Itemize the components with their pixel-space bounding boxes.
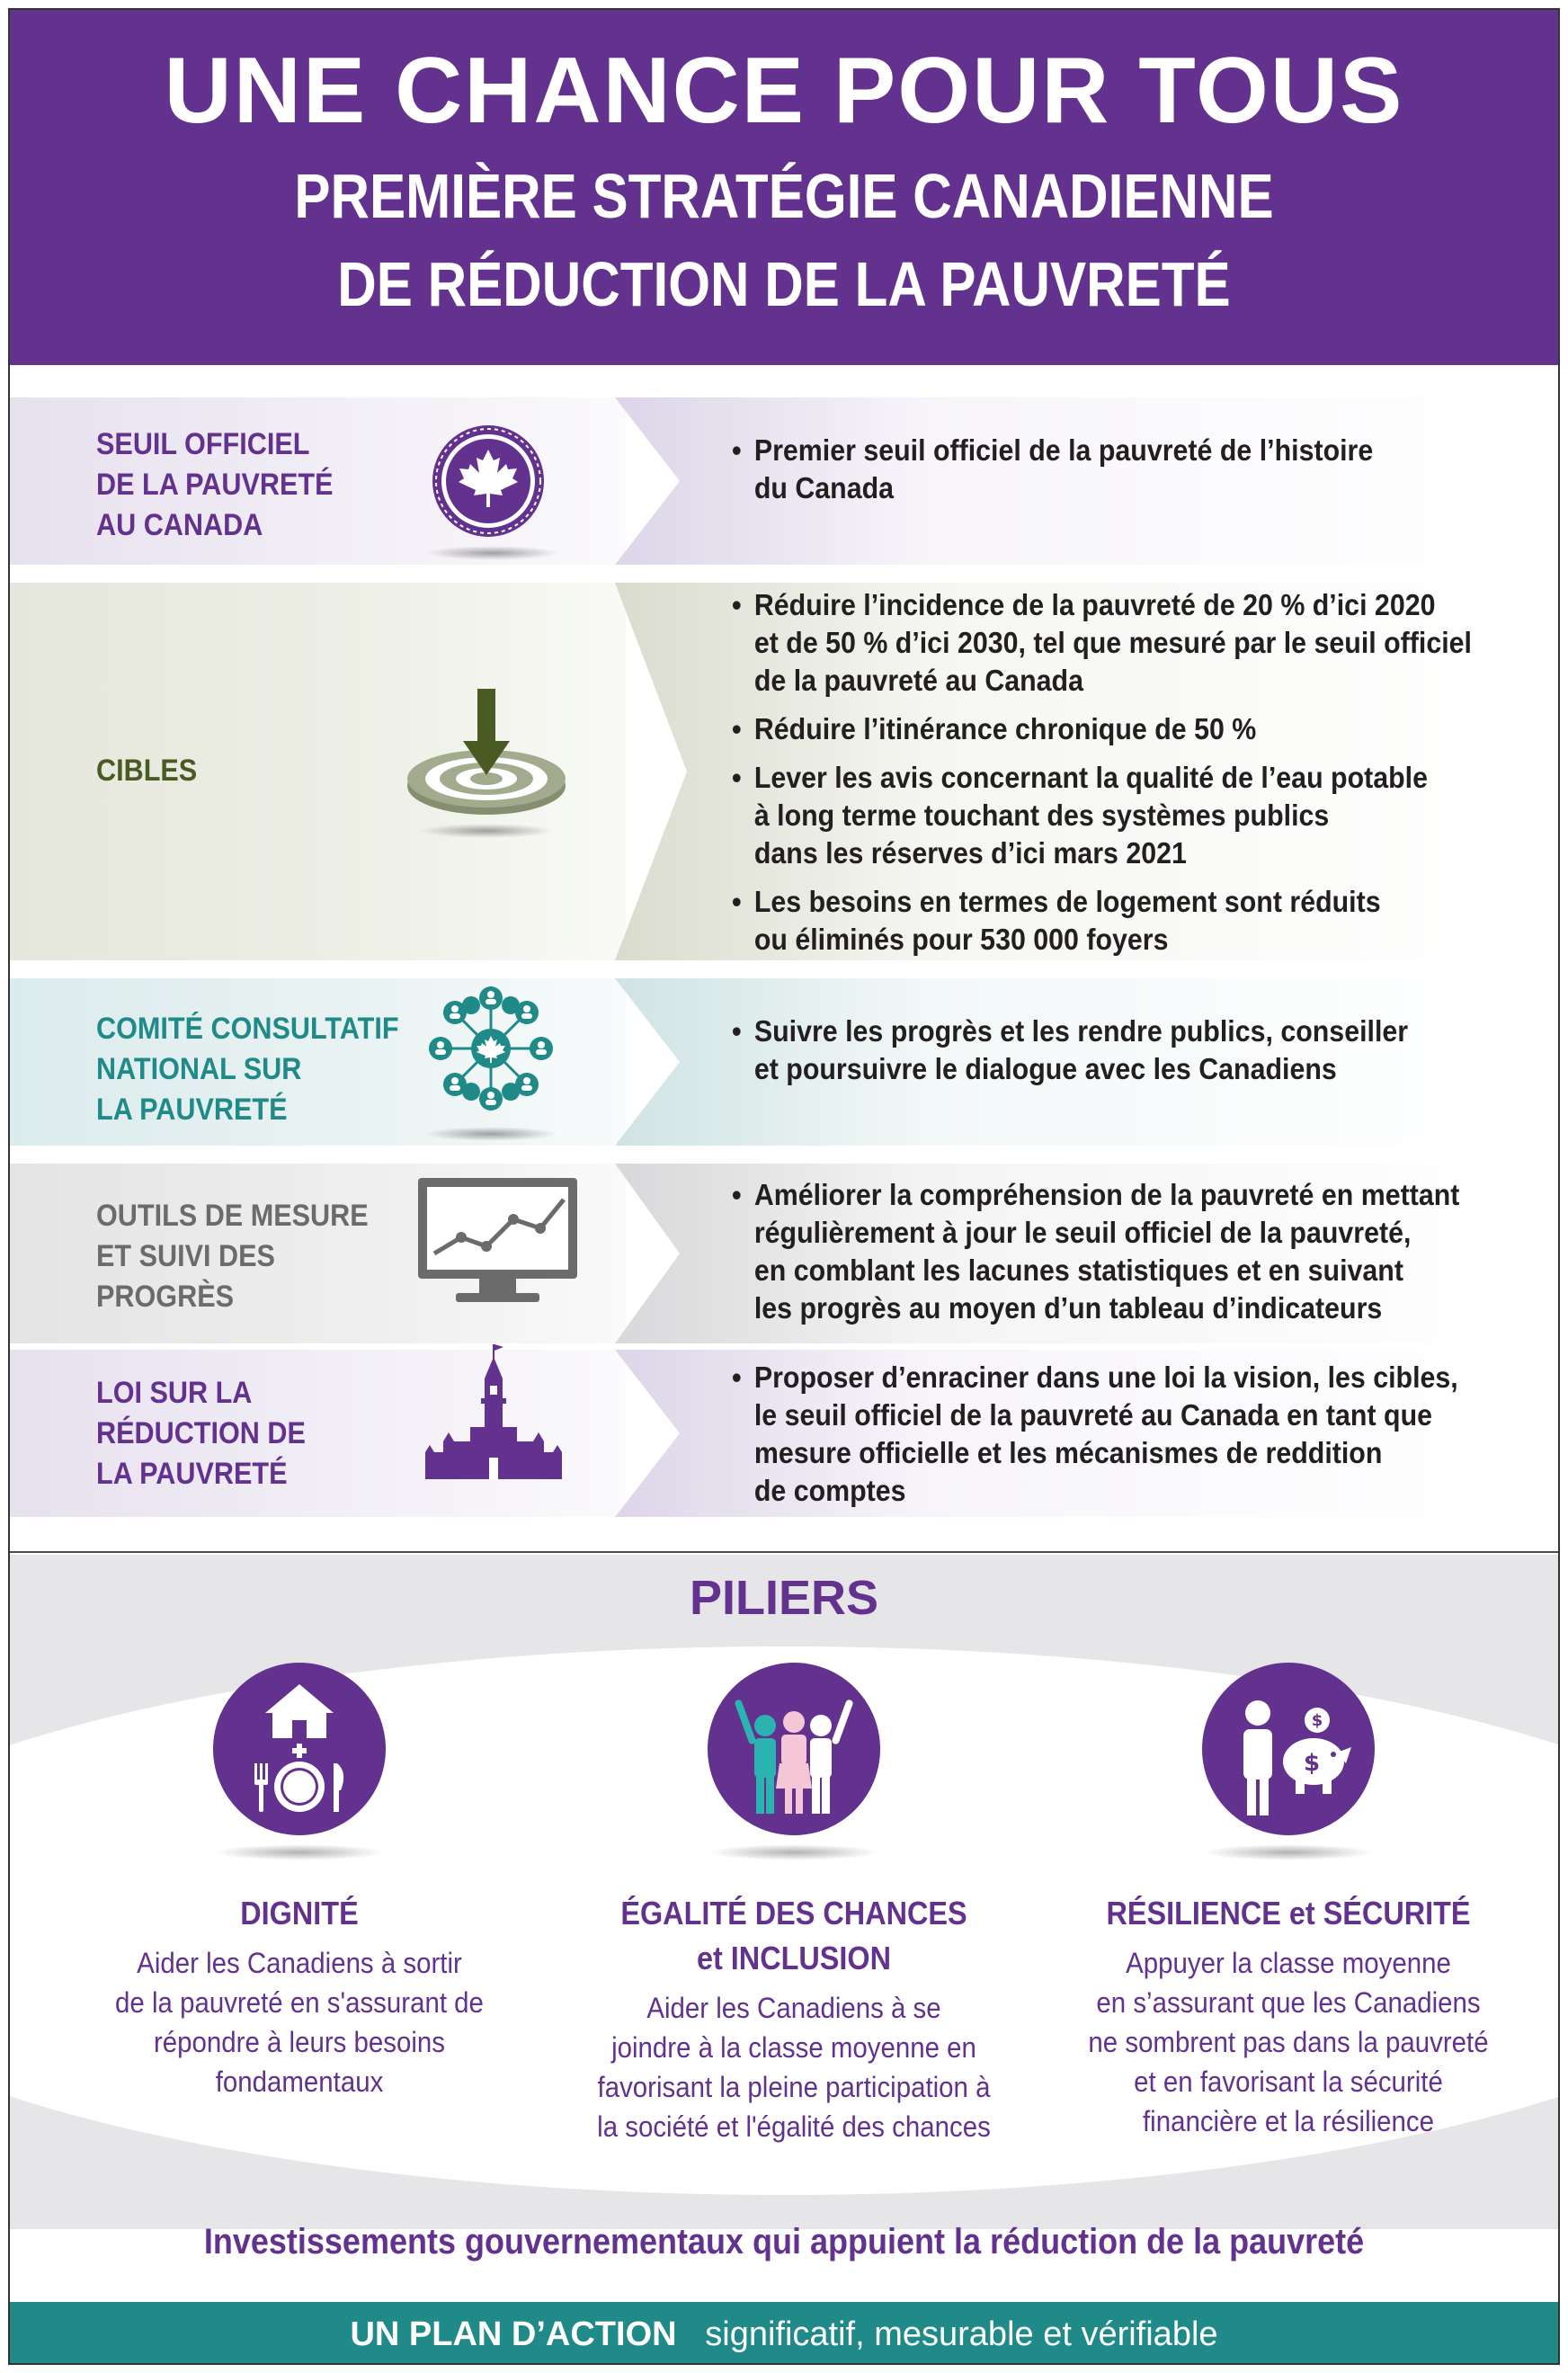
pillar-description: Aider les Canadiens à sortir de la pauvreté en s'assurant de répondre à leurs besoins fondamentaux <box>115 1947 484 2098</box>
row-cibles <box>10 583 1558 960</box>
row-label: OUTILS DE MESURE ET SUIVI DES PROGRÈS <box>96 1199 369 1314</box>
bullet-item: • Les besoins en termes de logement sont réduits ou éliminés pour 530 000 foyers <box>732 883 1560 959</box>
footer-light: significatif, mesurable et vérifiable <box>705 2315 1218 2353</box>
subtitle-line-1: PREMIÈRE STRATÉGIE CANADIENNE <box>294 161 1274 231</box>
target-arrow-icon <box>405 689 567 824</box>
piliers-title: PILIERS <box>689 1571 879 1625</box>
header-banner <box>10 10 1558 365</box>
pillar-title: RÉSILIENCE et SÉCURITÉ <box>1106 1895 1471 1931</box>
bullet-item: • Réduire l’incidence de la pauvreté de 20 % d’ici 2020 et de 50 % d’ici 2030, tel que mesuré par le seuil officiel de la pauvreté au Canada <box>732 586 1560 700</box>
pillar-resilience <box>1037 1663 1540 2141</box>
pillar-title: DIGNITÉ <box>240 1895 359 1931</box>
pillar-egalite <box>542 1663 1046 2146</box>
parliament-icon <box>422 1344 566 1488</box>
row-label: LOI SUR LA RÉDUCTION DE LA PAUVRETÉ <box>96 1376 306 1491</box>
row-outils-de-mesure <box>10 1164 1558 1343</box>
pillar-description: Aider les Canadiens à se joindre à la classe moyenne en favorisant la pleine participation à la société et l'égalité des chances <box>597 1992 991 2143</box>
bullet-item: • Suivre les progrès et les rendre publics, conseiller et poursuivre le dialogue avec les Canadiens <box>732 1013 1560 1088</box>
svg-text:$: $ <box>1311 1711 1323 1730</box>
footer-strong: UN PLAN D’ACTION <box>350 2315 677 2353</box>
section-divider <box>10 1551 1558 1553</box>
row-seuil-officiel <box>10 397 1558 565</box>
subtitle-line-2: DE RÉDUCTION DE LA PAUVRETÉ <box>337 249 1231 319</box>
row-comite-consultatif <box>10 978 1558 1146</box>
bullet-item: • Réduire l’itinérance chronique de 50 % <box>732 710 1560 748</box>
people-group-icon <box>708 1663 880 1835</box>
pillar-dignite <box>48 1663 551 2101</box>
person-piggy-bank-icon <box>1202 1663 1375 1835</box>
house-plate-icon <box>213 1663 386 1835</box>
footer-banner <box>10 2302 1558 2365</box>
bullet-item: • Lever les avis concernant la qualité de l’eau potable à long terme touchant des systèmes publics dans les réserves d’ici mars 2021 <box>732 759 1560 872</box>
main-title: UNE CHANCE POUR TOUS <box>164 39 1404 143</box>
pillar-description: Appuyer la classe moyenne en s’assurant que les Canadiens ne sombrent pas dans la pauvreté et en favorisant la sécurité financière et la résilience <box>1088 1947 1489 2137</box>
bullet-item: • Premier seuil officiel de la pauvreté de l’histoire du Canada <box>732 432 1560 507</box>
row-loi <box>10 1350 1558 1517</box>
investment-caption: Investissements gouvernementaux qui appuient la réduction de la pauvreté <box>203 2222 1365 2261</box>
row-label: COMITÉ CONSULTATIF NATIONAL SUR LA PAUVRETÉ <box>96 1012 399 1127</box>
bullet-item: • Améliorer la compréhension de la pauvreté en mettant régulièrement à jour le seuil officiel de la pauvreté, en comblant les lacunes statistiques et en suivant les progrès au moyen d’un tableau d’indicateurs <box>732 1176 1560 1327</box>
row-label: SEUIL OFFICIEL DE LA PAUVRETÉ AU CANADA <box>96 427 334 542</box>
pillar-title: ÉGALITÉ DES CHANCES et INCLUSION <box>620 1895 967 1976</box>
row-label: CIBLES <box>96 754 198 788</box>
svg-text:$: $ <box>1303 1750 1321 1777</box>
infographic-frame <box>8 8 1560 2365</box>
monitor-chart-icon <box>414 1174 581 1309</box>
bullet-item: • Proposer d’enraciner dans une loi la vision, les cibles, le seuil officiel de la pauvreté au Canada en tant que mesure officielle et les mécanismes de reddition de comptes <box>732 1359 1560 1510</box>
maple-leaf-seal-icon <box>430 423 547 540</box>
network-people-icon <box>428 986 554 1111</box>
